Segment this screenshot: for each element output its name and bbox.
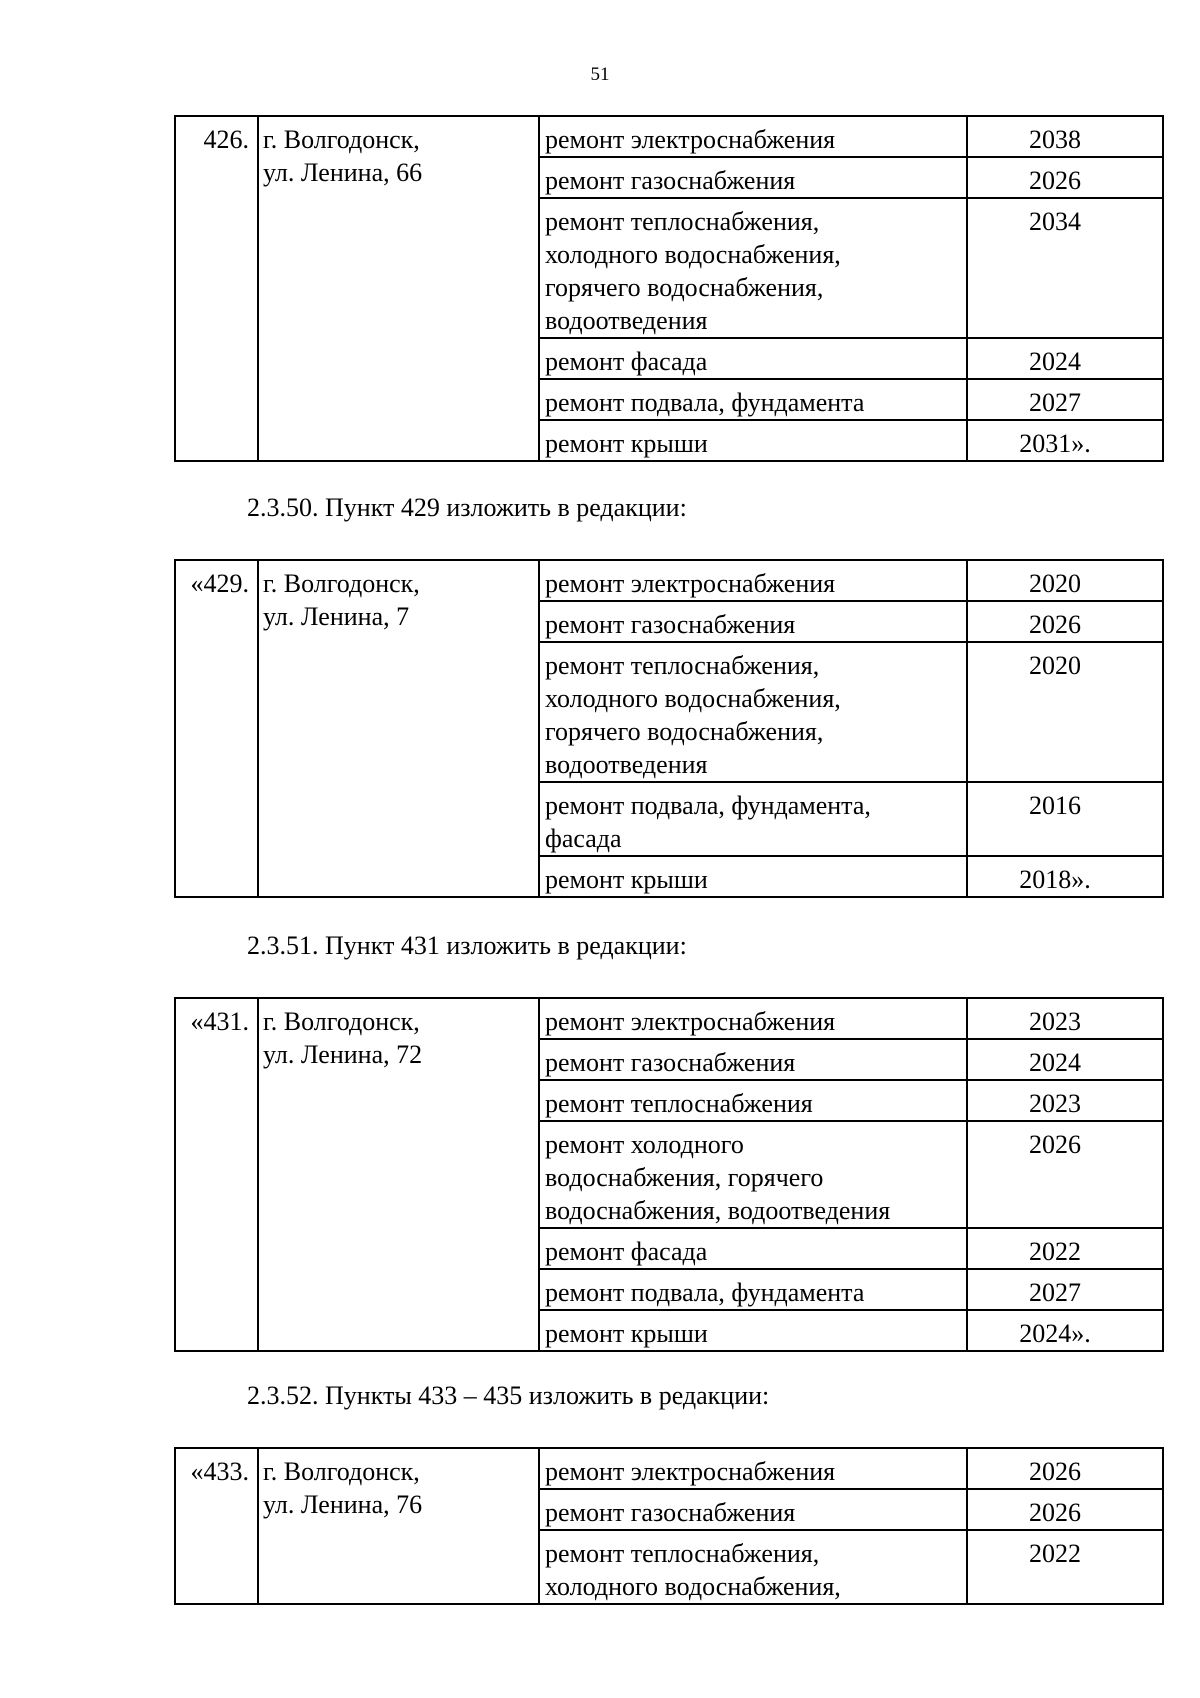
repair-work-text: ремонт электроснабжения	[545, 1457, 836, 1486]
repair-year-cell: 2016	[967, 782, 1163, 856]
repair-work-text: ремонт подвала, фундамента	[545, 1278, 865, 1307]
repair-work-cell	[539, 157, 967, 198]
repair-year-cell: 2027	[967, 379, 1163, 420]
repair-work-cell	[539, 642, 967, 782]
repair-year-cell: 2020	[967, 642, 1163, 782]
repair-work-text: ремонт газоснабжения	[545, 166, 796, 195]
repair-work-text: ремонт крыши	[545, 865, 708, 894]
repair-work-cell	[539, 856, 967, 897]
address-street: ул. Ленина, 7	[263, 602, 410, 631]
section-table-433	[174, 1447, 1164, 1605]
repair-work-text: ремонт газоснабжения	[545, 1498, 796, 1527]
address-cell	[258, 1448, 539, 1604]
repair-work-text: ремонт подвала, фундамента	[545, 388, 865, 417]
repair-work-cell	[539, 338, 967, 379]
repair-year-cell: 2022	[967, 1228, 1163, 1269]
repair-year-cell: 2024».	[967, 1310, 1163, 1351]
repair-year-cell: 2026	[967, 1448, 1163, 1489]
repair-work-cell	[539, 1039, 967, 1080]
repair-work-cell	[539, 420, 967, 461]
repair-year-cell: 2031».	[967, 420, 1163, 461]
table-row	[175, 560, 1163, 601]
repair-work-cell	[539, 1121, 967, 1228]
repair-work-text: ремонт теплоснабжения, холодного водоснабжения, горячего водоснабжения, водоотведения	[545, 207, 841, 335]
table-row	[175, 998, 1163, 1039]
repair-work-cell	[539, 1489, 967, 1530]
address-cell	[258, 560, 539, 897]
repair-work-cell	[539, 1530, 967, 1604]
repair-year-cell: 2018».	[967, 856, 1163, 897]
address-cell	[258, 998, 539, 1351]
repair-work-cell	[539, 782, 967, 856]
repair-work-text: ремонт электроснабжения	[545, 125, 836, 154]
repair-work-text: ремонт газоснабжения	[545, 610, 796, 639]
repair-year-cell: 2026	[967, 1121, 1163, 1228]
repair-work-cell	[539, 116, 967, 157]
address-city: г. Волгодонск,	[263, 1457, 420, 1486]
repair-work-text: ремонт крыши	[545, 429, 708, 458]
repair-year-cell: 2026	[967, 157, 1163, 198]
section-table-426	[174, 115, 1164, 462]
item-number: 426.	[175, 116, 258, 461]
repair-work-cell	[539, 1448, 967, 1489]
repair-year-cell: 2026	[967, 1489, 1163, 1530]
repair-work-text: ремонт фасада	[545, 1237, 708, 1266]
repair-work-text: ремонт подвала, фундамента, фасада	[545, 791, 871, 853]
address-city: г. Волгодонск,	[263, 1007, 420, 1036]
repair-year-cell: 2023	[967, 998, 1163, 1039]
repair-work-text: ремонт фасада	[545, 347, 708, 376]
repair-work-text: ремонт теплоснабжения, холодного водоснабжения, горячего водоснабжения, водоотведения	[545, 651, 841, 779]
item-number: «431.	[175, 998, 258, 1351]
section-table-429	[174, 559, 1164, 898]
section-heading-2-3-51: 2.3.51. Пункт 431 изложить в редакции:	[247, 931, 687, 960]
repair-year-cell: 2022	[967, 1530, 1163, 1604]
repair-work-text: ремонт газоснабжения	[545, 1048, 796, 1077]
repair-year-cell: 2034	[967, 198, 1163, 338]
repair-work-cell	[539, 1228, 967, 1269]
repair-work-text: ремонт теплоснабжения	[545, 1089, 813, 1118]
page-number: 51	[590, 64, 610, 85]
repair-year-cell: 2020	[967, 560, 1163, 601]
item-number: «433.	[175, 1448, 258, 1604]
table-row	[175, 116, 1163, 157]
repair-year-cell: 2026	[967, 601, 1163, 642]
section-heading-2-3-50: 2.3.50. Пункт 429 изложить в редакции:	[247, 493, 687, 522]
repair-work-cell	[539, 1310, 967, 1351]
repair-work-cell	[539, 1269, 967, 1310]
repair-work-text: ремонт электроснабжения	[545, 569, 836, 598]
repair-work-cell	[539, 379, 967, 420]
address-city: г. Волгодонск,	[263, 569, 420, 598]
repair-work-cell	[539, 998, 967, 1039]
repair-work-text: ремонт крыши	[545, 1319, 708, 1348]
section-heading-2-3-52: 2.3.52. Пункты 433 – 435 изложить в редакции:	[247, 1381, 770, 1410]
repair-year-cell: 2024	[967, 338, 1163, 379]
repair-work-cell	[539, 601, 967, 642]
address-cell	[258, 116, 539, 461]
repair-work-cell	[539, 198, 967, 338]
address-street: ул. Ленина, 66	[263, 158, 423, 187]
repair-year-cell: 2024	[967, 1039, 1163, 1080]
repair-work-text: ремонт теплоснабжения, холодного водоснабжения,	[545, 1539, 841, 1601]
table-row	[175, 1448, 1163, 1489]
repair-year-cell: 2027	[967, 1269, 1163, 1310]
repair-work-cell	[539, 1080, 967, 1121]
repair-year-cell: 2023	[967, 1080, 1163, 1121]
repair-work-text: ремонт электроснабжения	[545, 1007, 836, 1036]
address-street: ул. Ленина, 72	[263, 1040, 423, 1069]
repair-work-text: ремонт холодного водоснабжения, горячего водоснабжения, водоотведения	[545, 1130, 891, 1225]
item-number: «429.	[175, 560, 258, 897]
address-street: ул. Ленина, 76	[263, 1490, 423, 1519]
address-city: г. Волгодонск,	[263, 125, 420, 154]
repair-year-cell: 2038	[967, 116, 1163, 157]
section-table-431	[174, 997, 1164, 1352]
repair-work-cell	[539, 560, 967, 601]
